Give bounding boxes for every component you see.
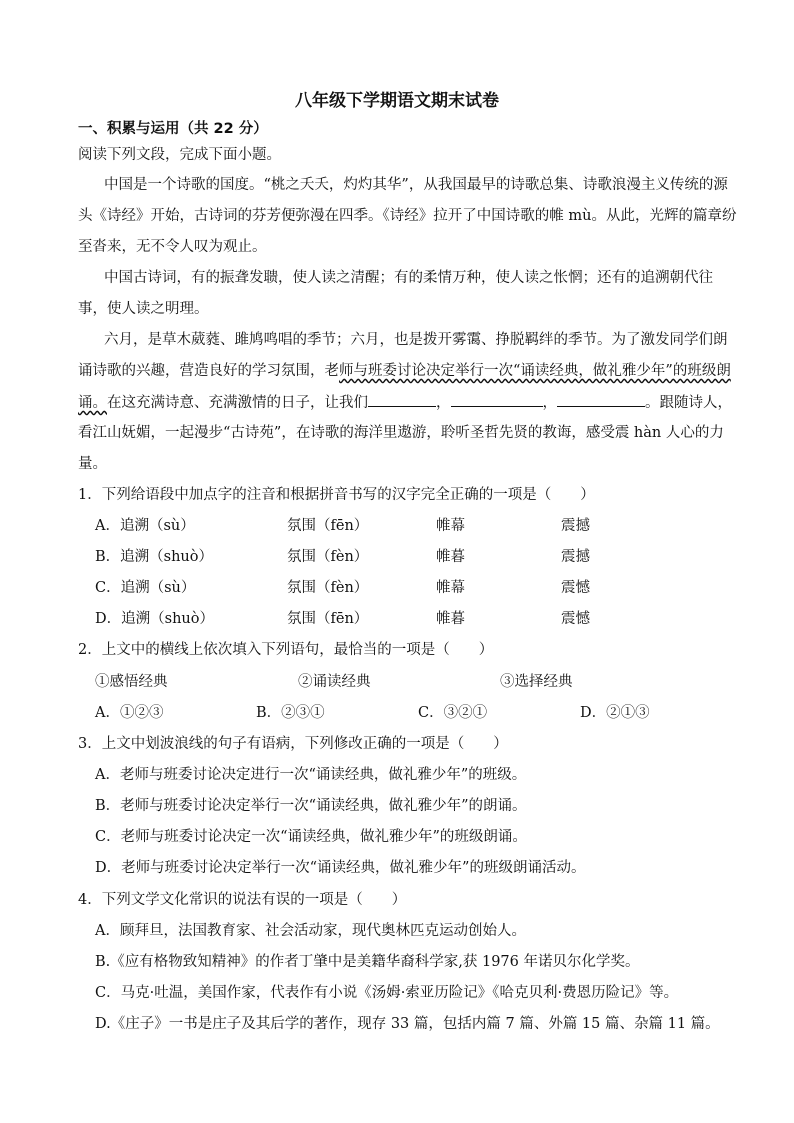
passage-p3-line3 [78,392,732,413]
passage-p3-line1: 六月，是草木葳蕤、雎鸠鸣唱的季节；六月，也是拨开雾霭、挣脱羁绊的季节。为了激发同学们朗 [104,332,728,348]
q2-option-d[interactable]: D．②①③ [580,705,650,721]
comma: ， [436,395,451,411]
q2-item-3: ③选择经典 [500,674,573,690]
q2-item-2: ②诵读经典 [298,674,371,690]
q3-option-c[interactable]: C．老师与班委讨论决定一次“诵读经典，做礼雅少年”的班级朗诵。 [95,829,527,845]
q3-option-a[interactable]: A．老师与班委讨论决定进行一次“诵读经典，做礼雅少年”的班级。 [95,767,527,783]
wavy-underlined-sentence: 师与班委讨论决定举行一次“诵读经典，做礼雅少年”的班级朗 [339,363,731,379]
question-2-stem: 2．上文中的横线上依次填入下列语句，最恰当的一项是（ ） [78,642,494,658]
page-title: 八年级下学期语文期末试卷 [295,91,499,111]
comma: ， [542,395,557,411]
q1-option-a-item2: 氛围（fēn） [287,518,369,534]
q1-option-c-item3: 帷幕 [436,580,465,596]
q1-option-b-label[interactable]: B．追溯（shuò） [95,549,214,565]
question-4-stem: 4．下列文学文化常识的说法有误的一项是（ ） [78,892,407,908]
q4-option-a[interactable]: A．顾拜旦，法国教育家、社会活动家，现代奥林匹克运动创始人。 [95,923,526,939]
q2-option-b[interactable]: B．②③① [256,705,325,721]
q1-option-c-item4: 震憾 [561,580,590,596]
passage-p1-line3: 至沓来，无不令人叹为观止。 [78,239,267,255]
fill-blank-2[interactable] [451,392,543,407]
q3-option-b[interactable]: B．老师与班委讨论决定举行一次“诵读经典，做礼雅少年”的朗诵。 [95,798,527,814]
fill-blank-3[interactable] [557,392,645,407]
q1-option-b-item2: 氛围（fèn） [287,549,369,565]
q1-option-c-label[interactable]: C．追溯（sù） [95,580,196,596]
q2-option-c[interactable]: C．③②① [418,705,488,721]
reading-instruction: 阅读下列文段，完成下面小题。 [78,147,281,163]
passage-p1-line1: 中国是一个诗歌的国度。“桃之夭夭，灼灼其华”，从我国最早的诗歌总集、诗歌浪漫主义传统的源 [104,177,728,193]
q1-option-a-label[interactable]: A．追溯（sù） [95,518,195,534]
passage-p3-line4: 看江山妩媚，一起漫步“古诗苑”，在诗歌的海洋里遨游，聆听圣哲先贤的教诲，感受震 hàn 人心的力 [78,425,724,441]
passage-p2-line1: 中国古诗词，有的振聋发聩，使人读之清醒；有的柔情万种，使人读之怅惘；还有的追溯朝代往 [104,270,713,286]
question-1-stem: 1．下列给语段中加点字的注音和根据拼音书写的汉字完全正确的一项是（ ） [78,487,595,503]
passage-text: 诵诗歌的兴趣，营造良好的学习氛围，老 [78,363,339,379]
q1-option-a-item4: 震撼 [561,518,590,534]
q3-option-d[interactable]: D．老师与班委讨论决定举行一次“诵读经典，做礼雅少年”的班级朗诵活动。 [95,860,586,876]
passage-text: 在这充满诗意、充满激情的日子，让我们 [107,395,368,411]
q1-option-b-item4: 震撼 [561,549,590,565]
passage-p1-line2: 头《诗经》开始，古诗词的芬芳便弥漫在四季。《诗经》拉开了中国诗歌的帷 mù。从此，光辉的篇章纷 [78,208,737,224]
question-3-stem: 3．上文中划波浪线的句子有语病，下列修改正确的一项是（ ） [78,736,508,752]
q1-option-d-item2: 氛围（fēn） [287,611,369,627]
q1-option-d-label[interactable]: D．追溯（shuò） [95,611,214,627]
passage-p2-line2: 事，使人读之明理。 [78,301,209,317]
section-heading: 一、积累与运用（共 22 分） [78,121,268,137]
passage-p3-line2 [78,361,731,381]
q4-option-b[interactable]: B.《应有格物致知精神》的作者丁肇中是美籍华裔科学家,获 1976 年诺贝尔化学奖。 [95,954,640,970]
q1-option-a-item3: 帷幕 [436,518,465,534]
q1-option-d-item3: 帷暮 [436,611,465,627]
q1-option-d-item4: 震憾 [561,611,590,627]
q4-option-c[interactable]: C．马克·吐温，美国作家，代表作有小说《汤姆·索亚历险记》《哈克贝利·费恩历险记》等。 [95,985,679,1001]
wavy-underlined-sentence-end: 诵。 [78,395,107,411]
passage-text: 。跟随诗人， [645,395,732,411]
fill-blank-1[interactable] [368,392,436,407]
q2-option-a[interactable]: A．①②③ [95,705,164,721]
q1-option-b-item3: 帷暮 [436,549,465,565]
q1-option-c-item2: 氛围（fèn） [287,580,369,596]
passage-p3-line5: 量。 [78,456,107,472]
q2-item-1: ①感悟经典 [95,674,168,690]
q4-option-d[interactable]: D.《庄子》一书是庄子及其后学的著作，现存 33 篇，包括内篇 7 篇、外篇 15 篇、杂篇 11 篇。 [95,1016,720,1032]
